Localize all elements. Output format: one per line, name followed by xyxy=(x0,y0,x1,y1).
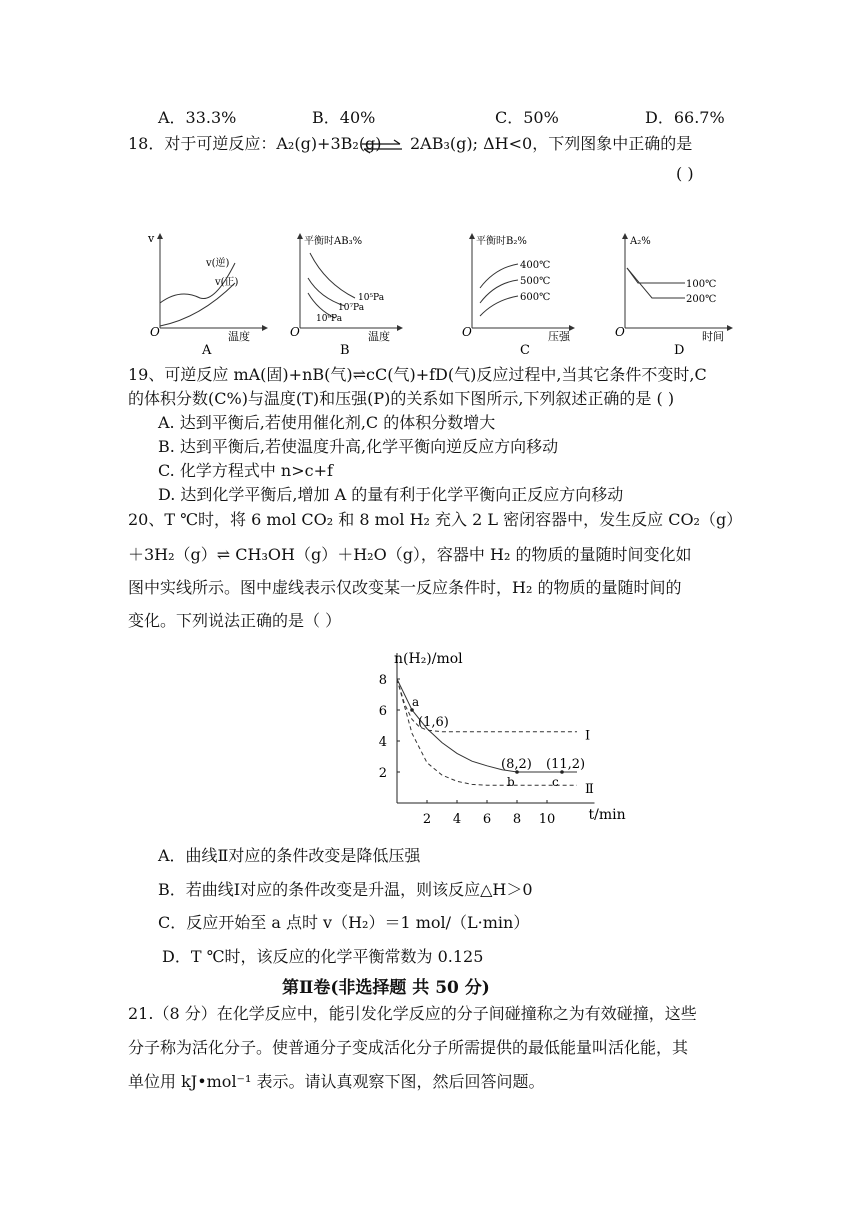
graph-c-caption: C xyxy=(520,343,530,358)
graph-b-caption: B xyxy=(340,343,350,358)
graph-b-ylabel: 平衡时AB₃% xyxy=(304,236,363,247)
q19-option-a: A. 达到平衡后,若使用催化剂,C 的体积分数增大 xyxy=(158,413,496,432)
q18-answer-bracket: ( ) xyxy=(676,164,694,183)
q21-line-1: 21.（8 分）在化学反应中，能引发化学反应的分子间碰撞称之为有效碰撞，这些 xyxy=(128,1004,697,1023)
q18-stem-right: 2AB₃(g); ΔH<0，下列图象中正确的是 xyxy=(410,134,693,153)
graph-b-curve-1: 10⁵Pa xyxy=(358,293,385,303)
section-2-title: 第Ⅱ卷(非选择题 共 50 分) xyxy=(282,978,490,998)
graph-c-ylabel: 平衡时B₂% xyxy=(476,236,527,247)
x-tick-label: 4 xyxy=(452,812,462,827)
graph-a-curve-1: v(逆) xyxy=(206,258,230,269)
point-label-b: b xyxy=(507,775,515,789)
graph-a xyxy=(147,232,265,358)
graph-b-origin: O xyxy=(290,325,300,339)
graph-a-xlabel: 温度 xyxy=(228,330,250,343)
graph-a-caption: A xyxy=(202,343,212,358)
graph-b xyxy=(290,234,400,358)
x-tick-label: 6 xyxy=(482,812,492,827)
chart-ylabel: n(H₂)/mol xyxy=(394,651,463,667)
series-label-3: Ⅱ xyxy=(585,782,594,798)
graph-c-curve-2: 500℃ xyxy=(520,276,551,287)
q21-line-2: 分子称为活化分子。使普通分子变成活化分子所需提供的最低能量叫活化能，其 xyxy=(128,1038,689,1057)
q20-option-a: A．曲线Ⅱ对应的条件改变是降低压强 xyxy=(158,846,421,865)
chart-points xyxy=(410,695,585,789)
y-tick-label: 4 xyxy=(378,735,387,750)
q17-option-d: D．66.7% xyxy=(645,108,725,127)
point-label-c: c xyxy=(552,775,559,789)
graph-c-curve-3: 600℃ xyxy=(520,292,551,303)
graph-d xyxy=(615,236,730,358)
y-tick-label: 2 xyxy=(378,766,387,781)
graph-d-caption: D xyxy=(674,343,685,358)
graph-b-curve-3: 10⁹Pa xyxy=(316,314,343,324)
q20-option-b: B．若曲线Ⅰ对应的条件改变是升温，则该反应△H＞0 xyxy=(158,880,533,899)
q18-stem-left: 18．对于可逆反应：A₂(g)+3B₂(g) xyxy=(128,134,382,153)
graph-a-curve-2: v(正) xyxy=(215,277,239,288)
graph-c-origin: O xyxy=(462,325,472,339)
q19-stem-line-2: 的体积分数(C%)与温度(T)和压强(P)的关系如下图所示,下列叙述正确的是 ( ) xyxy=(128,389,675,408)
q21-line-3: 单位用 kJ•mol⁻¹ 表示。请认真观察下图，然后回答问题。 xyxy=(128,1072,545,1091)
point-annotation-c: (11,2) xyxy=(546,757,586,772)
q17-option-c: C．50% xyxy=(495,108,559,127)
point-label-a: a xyxy=(412,695,420,709)
graph-b-curve-2: 10⁷Pa xyxy=(338,303,365,313)
y-tick-label: 6 xyxy=(378,704,387,719)
q20-stem-line-2: ＋3H₂（g）⇌ CH₃OH（g）＋H₂O（g），容器中 H₂ 的物质的量随时间变化如 xyxy=(128,545,692,564)
point-annotation-a: (1,6) xyxy=(418,715,449,730)
q17-option-a: A．33.3% xyxy=(158,108,237,127)
graph-c-xlabel: 压强 xyxy=(548,330,570,343)
q18-graphs xyxy=(140,228,740,363)
y-tick-label: 8 xyxy=(378,673,387,688)
q20-stem-line-3: 图中实线所示。图中虚线表示仅改变某一反应条件时，H₂ 的物质的量随时间的 xyxy=(128,578,682,597)
q19-stem-line-1: 19、可逆反应 mA(固)+nB(气)⇌cC(气)+fD(气)反应过程中,当其它条件不变时,C xyxy=(128,365,707,384)
q17-option-b: B．40% xyxy=(312,108,376,127)
series-label-2: Ⅰ xyxy=(585,728,591,744)
graph-a-origin: O xyxy=(150,325,160,339)
q20-option-d: D．T ℃时，该反应的化学平衡常数为 0.125 xyxy=(162,947,484,966)
graph-a-ylabel: v xyxy=(148,232,155,245)
graph-d-xlabel: 时间 xyxy=(702,330,724,343)
graph-d-ylabel: A₂% xyxy=(630,236,651,247)
graph-c-curve-1: 400℃ xyxy=(520,260,551,271)
graph-d-curve-1: 100℃ xyxy=(686,279,717,290)
point-annotation-b: (8,2) xyxy=(501,757,532,772)
h2-time-chart xyxy=(350,645,650,830)
equilibrium-arrow-icon xyxy=(360,138,404,154)
q20-option-c: C．反应开始至 a 点时 v（H₂）＝1 mol/（L·min） xyxy=(158,913,530,932)
q19-option-d: D. 达到化学平衡后,增加 A 的量有利于化学平衡向正反应方向移动 xyxy=(158,485,624,504)
q20-stem-line-1: 20、T ℃时，将 6 mol CO₂ 和 8 mol H₂ 充入 2 L 密闭容器中，发生反应 CO₂（g） xyxy=(128,510,743,529)
graph-c xyxy=(462,234,572,358)
chart-xlabel: t/min xyxy=(588,807,626,823)
graph-b-xlabel: 温度 xyxy=(368,330,390,343)
x-tick-label: 10 xyxy=(538,812,556,827)
q20-stem-line-4: 变化。下列说法正确的是（ ） xyxy=(128,611,342,630)
graph-d-curve-2: 200℃ xyxy=(686,294,717,305)
q19-option-b: B. 达到平衡后,若使温度升高,化学平衡向逆反应方向移动 xyxy=(158,437,559,456)
graph-d-origin: O xyxy=(615,325,625,339)
x-tick-label: 2 xyxy=(422,812,432,827)
chart-series xyxy=(397,679,594,797)
q19-option-c: C. 化学方程式中 n>c+f xyxy=(158,461,333,480)
x-tick-label: 8 xyxy=(512,812,522,827)
